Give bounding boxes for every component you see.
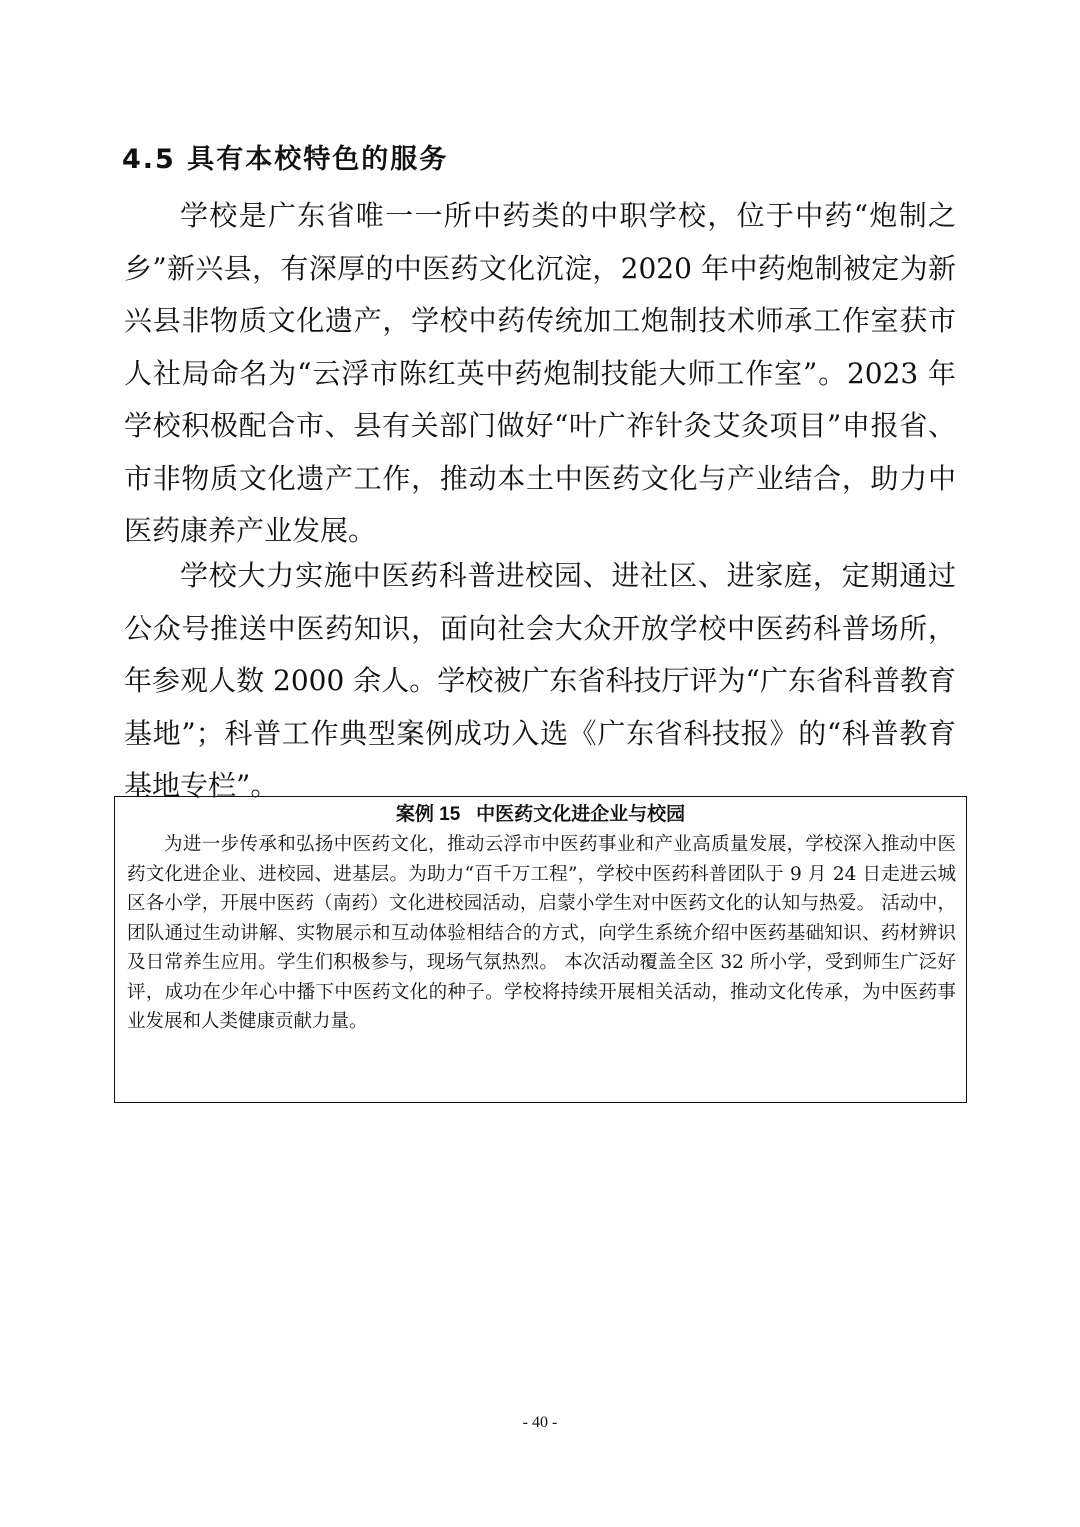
case-study-title: 案例 15 中医药文化进企业与校园 (395, 804, 686, 825)
body-paragraph: 学校是广东省唯一一所中药类的中职学校，位于中药“炮制之乡”新兴县，有深厚的中医药文化沉淀，2020 年中药炮制被定为新兴县非物质文化遗产，学校中药传统加工炮制技术师承工作室获市人社局命名为“云浮市陈红英中药炮制技能大师工作室”。2023 年学校积极配合市、县有关部门做好“叶广祚针灸艾灸项目”申报省、市非物质文化遗产工作，推动本土中医药文化与产业结合，助力中医药康养产业发展。 (124, 199, 956, 547)
case-study-box (114, 796, 967, 1103)
page-number: - 40 - (522, 1414, 558, 1431)
case-study-text: 为进一步传承和弘扬中医药文化，推动云浮市中医药事业和产业高质量发展，学校深入推动中医药文化进企业、进校园、进基层。为助力“百千万工程”，学校中医药科普团队于 9 月 24 日走进云城区各小学，开展中医药（南药）文化进校园活动，启蒙小学生对中医药文化的认知与热爱。 活动中，团队通过生动讲解、实物展示和互动体验相结合的方式，向学生系统介绍中医药基础知识、药材辨识及日常养生应用。学生们积极参与，现场气氛热烈。 本次活动覆盖全区 32 所小学，受到师生广泛好评，成功在少年心中播下中医药文化的种子。学校将持续开展相关活动，推动文化传承，为中医药事业发展和人类健康贡献力量。 (127, 834, 956, 1032)
body-paragraph: 学校大力实施中医药科普进校园、进社区、进家庭，定期通过公众号推送中医药知识，面向社会大众开放学校中医药科普场所，年参观人数 2000 余人。学校被广东省科技厅评为“广东省科普教育基地”；科普工作典型案例成功入选《广东省科技报》的“科普教育基地专栏”。 (124, 559, 956, 802)
section-heading: 4.5 具有本校特色的服务 (122, 144, 449, 175)
